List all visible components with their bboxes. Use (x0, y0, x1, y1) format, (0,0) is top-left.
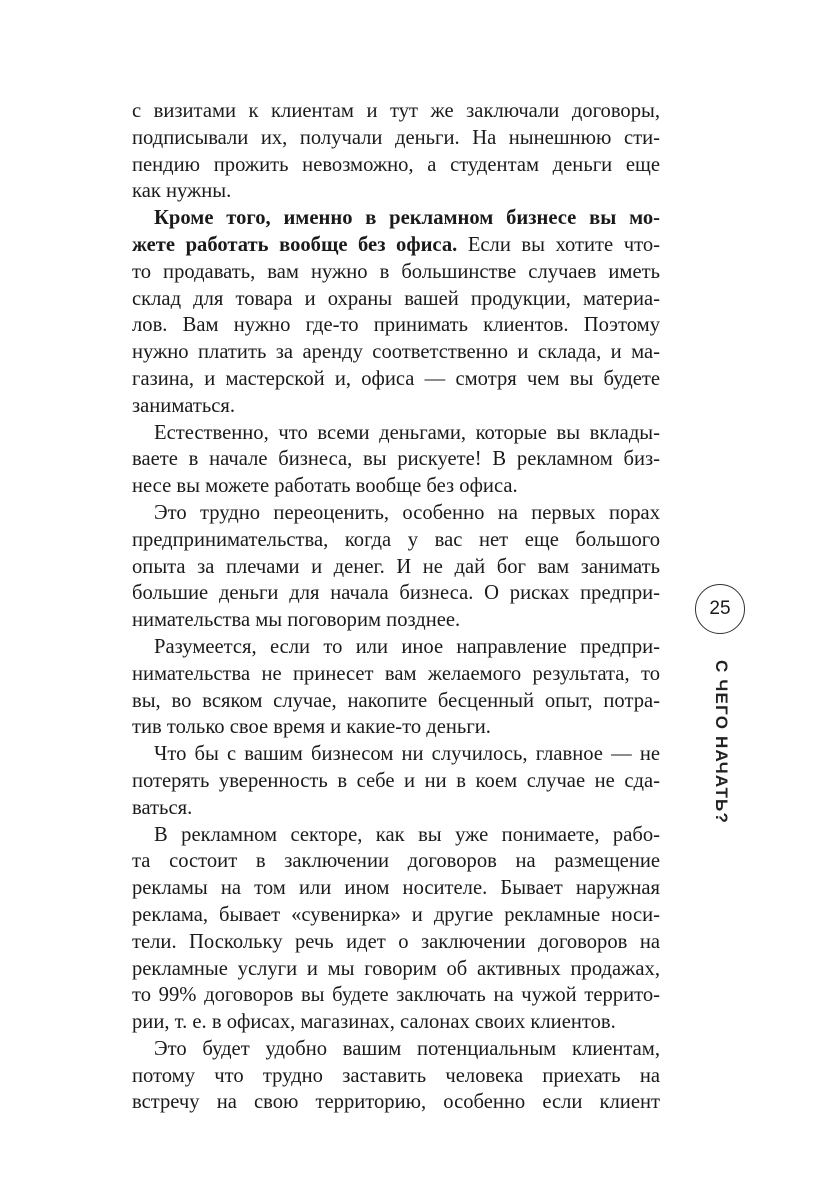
text-line: вы, во всяком случае, накопите бесценный опыт, потра- (132, 689, 660, 712)
text-line: опыта за плечами и денег. И не дай бог вам занимать (132, 555, 660, 578)
text-line: рекламные услуги и мы говорим об активных продажах, (132, 957, 660, 980)
text-line: та состоит в заключении договоров на размещение (132, 850, 660, 873)
text-line: В рекламном секторе, как вы уже понимаете, рабо- (154, 823, 660, 846)
text-line: то продавать, вам нужно в большинстве случаев иметь (132, 260, 660, 283)
text-line: нужно платить за аренду соответственно и склада, и ма- (132, 341, 660, 364)
text-line: нимательства мы поговорим позднее. (132, 609, 461, 632)
page-number-badge (695, 584, 745, 634)
text-line: тив только свое время и какие-то деньги. (132, 716, 491, 739)
text-line: рекламы на том или ином носителе. Бывает наружная (132, 877, 660, 900)
page-number: 25 (709, 598, 731, 619)
text-line: потерять уверенность в себе и ни в коем случае не сда- (132, 769, 660, 792)
text-line: склад для товара и охраны вашей продукции, материа- (132, 287, 660, 310)
text-line: предпринимательства, когда у вас нет еще большого (132, 528, 660, 551)
text-line: газина, и мастерской и, офиса — смотря чем вы будете (132, 367, 660, 390)
text-line: встречу на свою территорию, особенно если клиент (132, 1091, 660, 1114)
text-line: большие деньги для начала бизнеса. О рисках предпри- (132, 582, 660, 605)
text-line: потому что трудно заставить человека приехать на (132, 1064, 660, 1087)
text-line: жете работать вообще без офиса. Если вы хотите что- (132, 233, 660, 256)
text-line: то 99% договоров вы будете заключать на чужой террито- (132, 984, 660, 1007)
text-line: Это трудно переоценить, особенно на первых порах (154, 501, 660, 524)
text-line: Что бы с вашим бизнесом ни случилось, главное — не (154, 743, 660, 766)
text-line: Кроме того, именно в рекламном бизнесе вы мо- (154, 207, 660, 230)
text-line: реклама, бывает «сувенирка» и другие рекламные носи- (132, 903, 660, 926)
text-line: с визитами к клиентам и тут же заключали договоры, (132, 100, 660, 122)
text-line: пендию прожить невозможно, а студентам деньги еще (132, 153, 660, 176)
text-line: лов. Вам нужно где-то принимать клиентов. Поэтому (132, 314, 660, 337)
text-line: тели. Поскольку речь идет о заключении договоров на (132, 930, 660, 953)
text-line: заниматься. (132, 394, 235, 417)
text-line: Естественно, что всеми деньгами, которые вы вклады- (154, 421, 660, 444)
text-line: ваете в начале бизнеса, вы рискуете! В рекламном биз- (132, 448, 660, 471)
text-line: несе вы можете работать вообще без офиса. (132, 475, 518, 498)
text-line: рии, т. е. в офисах, магазинах, салонах своих клиентов. (132, 1011, 616, 1034)
text-line: Это будет удобно вашим потенциальным клиентам, (154, 1037, 660, 1060)
text-line: подписывали их, получали деньги. На нынешнюю сти- (132, 126, 660, 149)
text-line: нимательства не принесет вам желаемого результата, то (132, 662, 660, 685)
running-chapter-title: С ЧЕГО НАЧАТЬ? (712, 660, 731, 825)
text-line: ваться. (132, 796, 193, 819)
text-line: Разумеется, если то или иное направление предпри- (154, 635, 660, 658)
text-line: как нужны. (132, 180, 232, 203)
body-text (132, 98, 660, 1116)
